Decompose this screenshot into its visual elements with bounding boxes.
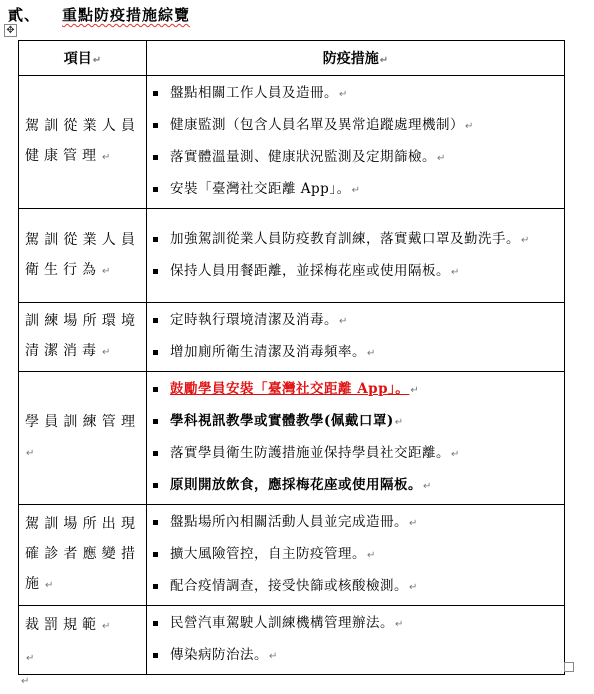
item-cell: 駕訓場所出現確診者應變措施↵ (19, 505, 147, 606)
square-bullet-icon (153, 419, 158, 424)
paragraph-mark-icon: ↵ (45, 580, 59, 591)
square-bullet-icon (153, 584, 158, 589)
list-item: 學科視訊教學或實體教學(佩戴口罩)↵ (153, 406, 560, 438)
paragraph-mark-icon: ↵ (102, 621, 116, 632)
measures-table (18, 40, 565, 675)
list-item: 安裝「臺灣社交距離 App」。↵ (153, 174, 560, 206)
paragraph-mark-icon: ↵ (21, 676, 30, 687)
square-bullet-icon (153, 520, 158, 525)
paragraph-mark-icon: ↵ (379, 55, 389, 66)
table-row (19, 303, 565, 372)
paragraph-mark-icon: ↵ (26, 448, 40, 459)
list-item: 原則開放飲食，應採梅花座或使用隔板。↵ (153, 470, 560, 502)
table-row (19, 372, 565, 505)
square-bullet-icon (153, 621, 158, 626)
item-cell: 駕訓從業人員衛生行為↵ (19, 209, 147, 303)
item-cell: 學員訓練管理↵ (19, 372, 147, 505)
list-item: 民營汽車駕駛人訓練機構管理辦法。↵ (153, 608, 560, 640)
list-item: 健康監測（包含人員名單及異常追蹤處理機制）↵ (153, 110, 560, 142)
list-item: 配合疫情調查，接受快篩或核酸檢測。↵ (153, 571, 560, 603)
section-title: 重點防疫措施綜覽 (62, 6, 191, 24)
measures-cell (147, 372, 565, 505)
paragraph-mark-icon: ↵ (26, 653, 40, 664)
header-measures: 防疫措施↵ (147, 41, 565, 76)
square-bullet-icon (153, 483, 158, 488)
section-number: 貳、 (8, 6, 41, 24)
table-row (19, 209, 565, 303)
list-item: 鼓勵學員安裝「臺灣社交距離 App」。↵ (153, 374, 560, 406)
list-item: 落實學員衛生防護措施並保持學員社交距離。↵ (153, 438, 560, 470)
list-item: 傳染病防治法。↵ (153, 640, 560, 672)
square-bullet-icon (153, 387, 158, 392)
item-cell: 裁罰規範↵ ↵ (19, 606, 147, 675)
list-item: 保持人員用餐距離，並採梅花座或使用隔板。↵ (153, 256, 560, 288)
paragraph-mark-icon: ↵ (102, 347, 116, 358)
table-row (19, 505, 565, 606)
header-item: 項目↵ (19, 41, 147, 76)
measures-cell (147, 76, 565, 209)
list-item: 加強駕訓從業人員防疫教育訓練，落實戴口罩及勤洗手。↵ (153, 224, 560, 256)
square-bullet-icon (153, 237, 158, 242)
table-row (19, 76, 565, 209)
square-bullet-icon (153, 123, 158, 128)
paragraph-mark-icon: ↵ (102, 265, 116, 277)
list-item: 盤點場所內相關活動人員並完成造冊。↵ (153, 507, 560, 539)
square-bullet-icon (153, 451, 158, 456)
table-resize-handle-icon[interactable] (564, 662, 574, 672)
square-bullet-icon (153, 155, 158, 160)
square-bullet-icon (153, 91, 158, 96)
paragraph-mark-icon: ↵ (102, 152, 116, 163)
square-bullet-icon (153, 318, 158, 323)
table-header-row (19, 41, 565, 76)
item-cell: 駕訓從業人員健康管理↵ (19, 76, 147, 209)
measures-cell (147, 505, 565, 606)
square-bullet-icon (153, 653, 158, 658)
list-item: 擴大風險管控，自主防疫管理。↵ (153, 539, 560, 571)
square-bullet-icon (153, 350, 158, 355)
table-row (19, 606, 565, 675)
measures-cell (147, 209, 565, 303)
list-item: 增加廁所衛生清潔及消毒頻率。↵ (153, 337, 560, 369)
section-heading (8, 4, 190, 25)
list-item: 盤點相關工作人員及造冊。↵ (153, 78, 560, 110)
square-bullet-icon (153, 269, 158, 274)
square-bullet-icon (153, 187, 158, 192)
item-cell: 訓練場所環境清潔消毒↵ (19, 303, 147, 372)
paragraph-mark-icon: ↵ (92, 55, 102, 66)
list-item: 落實體溫量測、健康狀況監測及定期篩檢。↵ (153, 142, 560, 174)
measures-cell (147, 606, 565, 675)
square-bullet-icon (153, 552, 158, 557)
table-move-handle-icon[interactable]: ✥ (4, 24, 17, 37)
measures-cell (147, 303, 565, 372)
list-item: 定時執行環境清潔及消毒。↵ (153, 305, 560, 337)
